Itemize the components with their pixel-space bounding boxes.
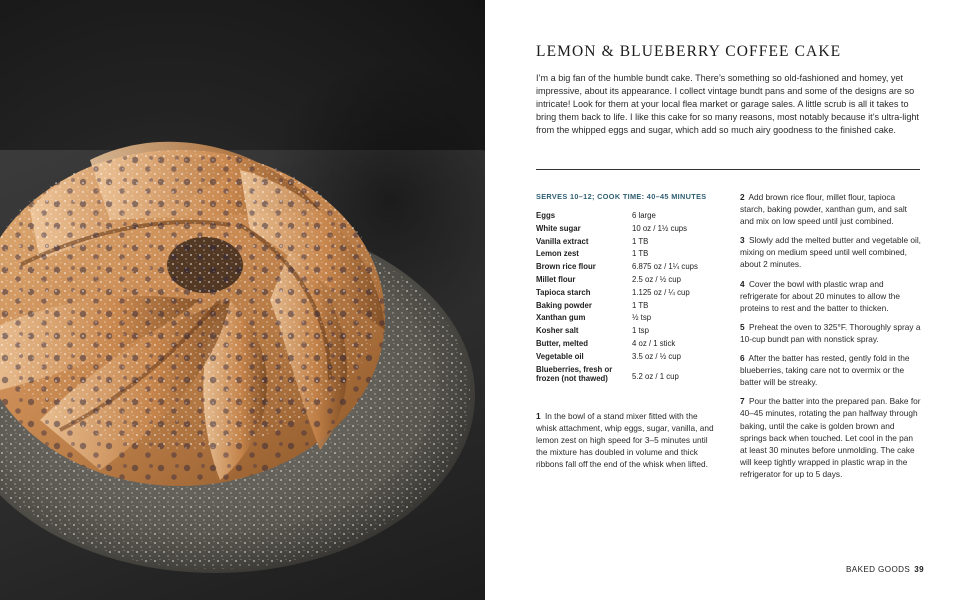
- page-number: 39: [914, 565, 924, 574]
- ingredient-qty: 3.5 oz / ½ cup: [632, 351, 681, 361]
- ingredient-row: [536, 352, 731, 365]
- step-number: 1: [536, 411, 541, 421]
- ingredient-name: Blueberries, fresh or frozen (not thawed): [536, 364, 613, 384]
- method-step: [740, 352, 922, 388]
- section-divider: [536, 169, 920, 170]
- ingredient-qty: 1 tsp: [632, 326, 649, 336]
- step-text: Pour the batter into the prepared pan. Bake for 40–45 minutes, rotating the pan halfway through baking, until the cake is golden brown and springs back when touched. Let cool in the pan at least 30 minutes before unmolding. The cake will keep tightly wrapped in plastic wrap in the refrigerator for up to 5 days.: [740, 396, 921, 479]
- method-column-left: [536, 410, 716, 470]
- ingredient-name: Kosher salt: [536, 326, 579, 336]
- ingredient-row: [536, 365, 731, 389]
- method-step: [740, 395, 922, 480]
- step-number: 3: [740, 235, 745, 246]
- step-text: Slowly add the melted butter and vegetable oil, mixing on medium speed until well combined, about 2 minutes.: [740, 235, 921, 270]
- ingredient-qty: 1 TB: [632, 300, 649, 310]
- ingredient-name: Baking powder: [536, 300, 592, 310]
- recipe-intro: I’m a big fan of the humble bundt cake. There’s something so old-fashioned and homey, yet impressive, about its appearance. I collect vintage bundt pans and some of the designs are so intricate! Look for them at your local flea market or garage sales. A little scrub is all it takes to bring them back to life. I like this cake for so many reasons, most notably because it’s ultra-light from the whipped eggs and sugar, which add so much airy goodness to the finished cake.: [536, 73, 919, 136]
- ingredient-row: [536, 262, 731, 275]
- ingredient-qty: 2.5 oz / ½ cup: [632, 274, 681, 284]
- ingredient-row: [536, 288, 731, 301]
- ingredient-row: [536, 249, 731, 262]
- ingredient-row: [536, 301, 731, 314]
- step-text: In the bowl of a stand mixer fitted with the whisk attachment, whip eggs, sugar, vanilla, and lemon zest on high speed for 3–5 minutes until the mixture has doubled in volume and thick ribbons fall off the end of the whisk when lifted.: [536, 411, 714, 470]
- ingredient-qty: 5.2 oz / 1 cup: [632, 371, 679, 381]
- step-number: 5: [740, 321, 745, 332]
- ingredient-qty: 1.125 oz / ¼ cup: [632, 287, 690, 297]
- ingredient-name: Tapioca starch: [536, 287, 591, 297]
- recipe-page: [485, 0, 970, 600]
- ingredient-name: Butter, melted: [536, 338, 588, 348]
- ingredient-name: Millet flour: [536, 274, 576, 284]
- ingredient-qty: 1 TB: [632, 249, 649, 259]
- step-text: After the batter has rested, gently fold in the blueberries, taking care not to overmix or the batter will be streaky.: [740, 353, 910, 388]
- step-text: Preheat the oven to 325°F. Thoroughly spray a 10-cup bundt pan with nonstick spray.: [740, 321, 921, 344]
- ingredient-name: White sugar: [536, 223, 581, 233]
- recipe-title: LEMON & BLUEBERRY COFFEE CAKE: [536, 43, 842, 60]
- method-step: [740, 321, 922, 345]
- ingredient-row: [536, 224, 731, 237]
- ingredient-row: [536, 326, 731, 339]
- ingredient-row: [536, 275, 731, 288]
- step-number: 2: [740, 192, 745, 202]
- bundt-cake: [0, 142, 385, 486]
- ingredients-list: [536, 211, 731, 389]
- ingredient-name: Eggs: [536, 211, 556, 220]
- serves-and-cook-time: SERVES 10–12; COOK TIME: 40–45 MINUTES: [536, 192, 707, 201]
- ingredient-name: Brown rice flour: [536, 262, 596, 272]
- ingredient-row: [536, 313, 731, 326]
- ingredient-row: [536, 211, 731, 224]
- ingredient-qty: ½ tsp: [632, 313, 652, 323]
- ingredient-row: [536, 339, 731, 352]
- ingredient-qty: 6.875 oz / 1¼ cups: [632, 262, 698, 272]
- method-step: [740, 234, 922, 270]
- page-footer: [846, 565, 924, 574]
- ingredient-name: Vegetable oil: [536, 351, 584, 361]
- ingredient-name: Lemon zest: [536, 249, 579, 259]
- ingredient-name: Vanilla extract: [536, 236, 589, 246]
- method-step: [536, 410, 716, 470]
- ingredient-qty: 4 oz / 1 stick: [632, 338, 676, 348]
- step-text: Cover the bowl with plastic wrap and refrigerate for about 20 minutes to allow the proteins to rest and the batter to thicken.: [740, 278, 901, 313]
- step-number: 4: [740, 278, 745, 289]
- step-text: Add brown rice flour, millet flour, tapioca starch, baking powder, xanthan gum, and salt and mix on low speed until just combined.: [740, 192, 907, 227]
- ingredient-name: Xanthan gum: [536, 313, 586, 323]
- step-number: 6: [740, 353, 745, 364]
- section-name: BAKED GOODS: [845, 565, 911, 574]
- method-step: [740, 191, 922, 227]
- method-column-right: [740, 191, 922, 487]
- ingredient-qty: 6 large: [632, 211, 656, 220]
- step-number: 7: [740, 396, 745, 407]
- ingredient-row: [536, 237, 731, 250]
- ingredient-qty: 10 oz / 1½ cups: [632, 223, 688, 233]
- ingredient-qty: 1 TB: [632, 236, 649, 246]
- method-step: [740, 278, 922, 314]
